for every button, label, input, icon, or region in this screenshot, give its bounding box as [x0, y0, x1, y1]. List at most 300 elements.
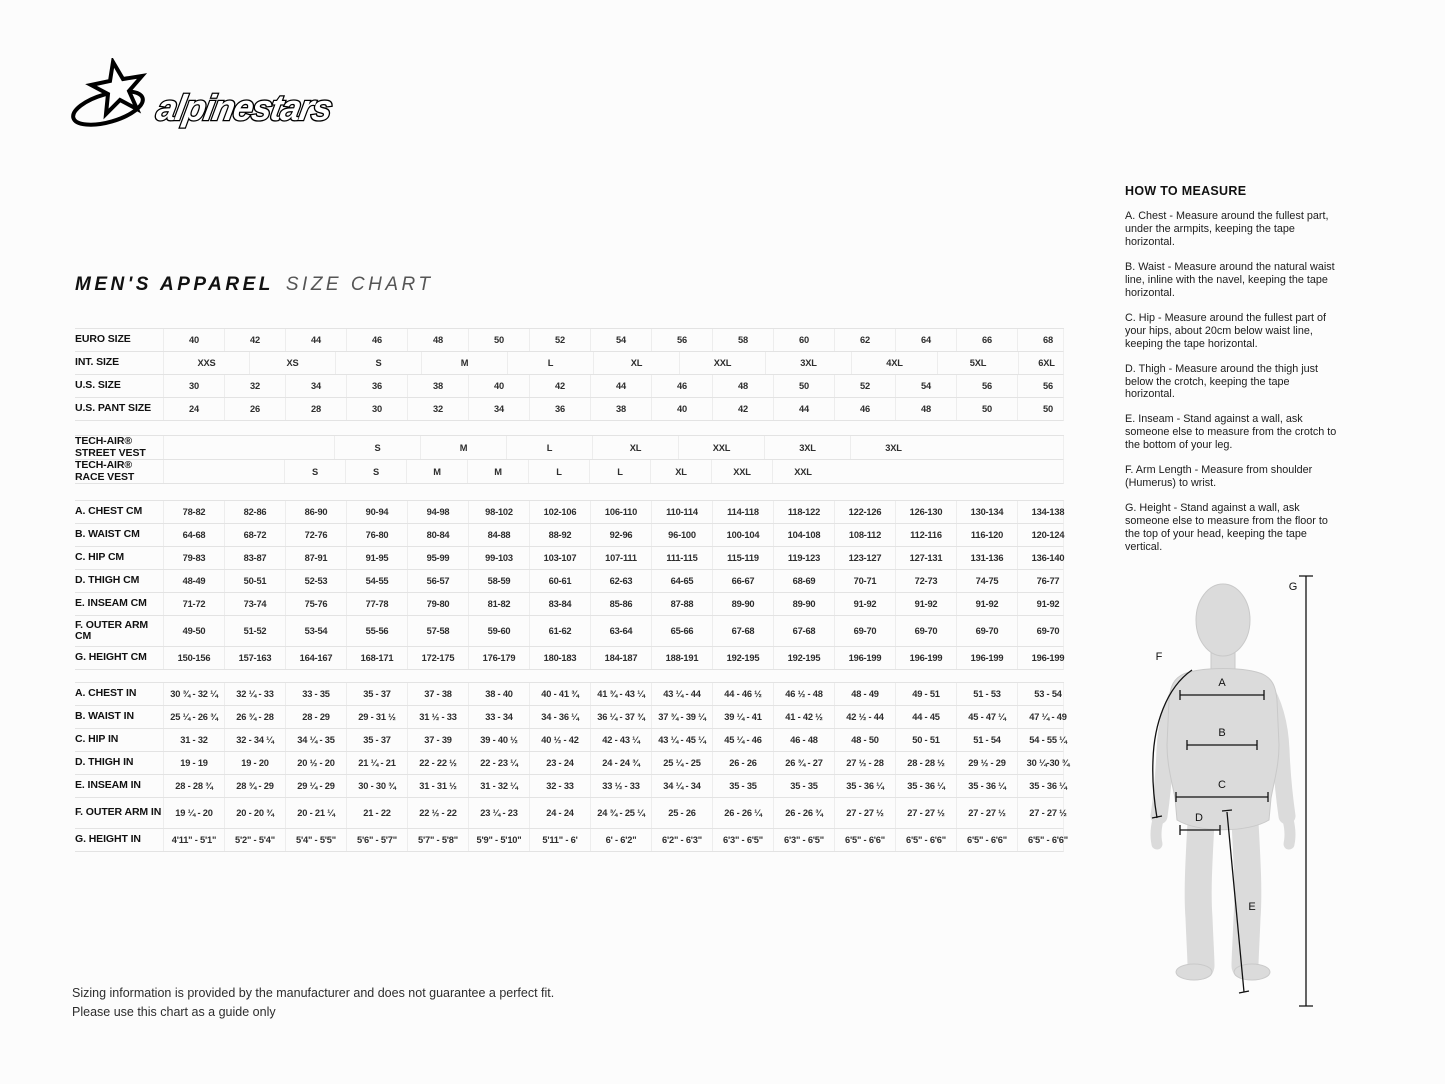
size-cell: 34 ¼ - 34: [651, 775, 712, 797]
size-cell: 50-51: [224, 570, 285, 592]
size-cell: 63-64: [590, 616, 651, 646]
size-cell: 43 ¼ - 45 ¼: [651, 729, 712, 751]
size-cell: 80-84: [407, 524, 468, 546]
size-cell: 6'5" - 6'6": [895, 829, 956, 851]
row-label: EURO SIZE: [75, 333, 131, 346]
size-cell: 192-195: [773, 647, 834, 669]
size-cell: 4'11" - 5'1": [163, 829, 224, 851]
size-cell: 44: [285, 329, 346, 351]
size-cell: 41 - 42 ½: [773, 706, 834, 728]
size-cell: 87-91: [285, 547, 346, 569]
size-cell: 172-175: [407, 647, 468, 669]
size-cell: 90-94: [346, 501, 407, 523]
size-cell: 30 ¼-30 ¾: [1017, 752, 1078, 774]
row-cells: [163, 398, 1078, 420]
row-cells: [163, 616, 1078, 646]
size-cell: 95-99: [407, 547, 468, 569]
size-cell: 69-70: [834, 616, 895, 646]
size-cell: 48: [712, 375, 773, 397]
table-row-chest-in: [75, 683, 1064, 706]
size-cell: 31 - 32 ¼: [468, 775, 529, 797]
size-cell: 54: [895, 375, 956, 397]
size-cell: 33 - 35: [285, 683, 346, 705]
size-cell: 42: [224, 329, 285, 351]
size-cell: 51 - 53: [956, 683, 1017, 705]
size-cell: 73-74: [224, 593, 285, 615]
size-cell: 27 ½ - 28: [834, 752, 895, 774]
size-cell: 81-82: [468, 593, 529, 615]
size-cell: 26 ¾ - 28: [224, 706, 285, 728]
row-label: C. HIP IN: [75, 733, 119, 746]
table-row-waist-cm: [75, 524, 1064, 547]
size-cell: 68: [1017, 329, 1078, 351]
size-cell: 127-131: [895, 547, 956, 569]
size-cell: 28 - 28 ½: [895, 752, 956, 774]
row-cells: [163, 547, 1078, 569]
size-cell: 44 - 45: [895, 706, 956, 728]
size-cell: 52: [529, 329, 590, 351]
size-cell: 5'2" - 5'4": [224, 829, 285, 851]
measure-instruction-inseam: E. Inseam - Stand against a wall, ask someone else to measure from the crotch to the bottom of your leg.: [1125, 413, 1337, 452]
size-cell: 92-96: [590, 524, 651, 546]
size-cell: 76-80: [346, 524, 407, 546]
size-cell: 112-116: [895, 524, 956, 546]
size-cell: 34: [468, 398, 529, 420]
size-cell: 72-76: [285, 524, 346, 546]
size-cell: 54 - 55 ¼: [1017, 729, 1078, 751]
size-cell: 52: [834, 375, 895, 397]
size-cell: 56: [651, 329, 712, 351]
size-cell: 24: [163, 398, 224, 420]
size-cell: M: [467, 460, 528, 483]
table-row-inseam-cm: [75, 593, 1064, 616]
size-cell: 24 - 24: [529, 798, 590, 828]
row-cells: [163, 570, 1078, 592]
size-cell: 59-60: [468, 616, 529, 646]
row-cells: [163, 729, 1078, 751]
size-cell: 123-127: [834, 547, 895, 569]
size-cell: 115-119: [712, 547, 773, 569]
size-cell: 5'9" - 5'10": [468, 829, 529, 851]
size-cell: 19 - 20: [224, 752, 285, 774]
size-cell: 196-199: [895, 647, 956, 669]
row-label: U.S. PANT SIZE: [75, 402, 151, 415]
size-cell: 55-56: [346, 616, 407, 646]
size-cell: 67-68: [773, 616, 834, 646]
size-cell: 40: [468, 375, 529, 397]
size-cell: XXS: [163, 352, 249, 374]
size-cell: S: [345, 460, 406, 483]
size-cell: 31 - 32: [163, 729, 224, 751]
size-cell: 150-156: [163, 647, 224, 669]
size-cell: 69-70: [1017, 616, 1078, 646]
label-thigh: D: [1195, 812, 1203, 824]
size-cell: 26 ¾ - 27: [773, 752, 834, 774]
size-cell: 26: [224, 398, 285, 420]
size-cell: 51-52: [224, 616, 285, 646]
size-cell: 50: [773, 375, 834, 397]
size-cell: 119-123: [773, 547, 834, 569]
size-cell: 50: [1017, 398, 1078, 420]
label-arm: F: [1155, 651, 1163, 663]
size-cell: 27 - 27 ½: [956, 798, 1017, 828]
size-cell: 102-106: [529, 501, 590, 523]
footer-line-1: Sizing information is provided by the manufacturer and does not guarantee a perfect fit.: [72, 986, 555, 1000]
size-cell: 104-108: [773, 524, 834, 546]
size-cell: L: [528, 460, 589, 483]
size-cell: 60-61: [529, 570, 590, 592]
row-label: G. HEIGHT CM: [75, 651, 147, 664]
size-cell: 5'4" - 5'5": [285, 829, 346, 851]
size-cell: XL: [650, 460, 711, 483]
size-cell: 46: [346, 329, 407, 351]
size-cell: 60: [773, 329, 834, 351]
size-cell: M: [420, 436, 506, 459]
size-cell: 52-53: [285, 570, 346, 592]
row-cells: [163, 436, 1063, 459]
measure-instruction-arm: F. Arm Length - Measure from shoulder (Humerus) to wrist.: [1125, 464, 1313, 490]
size-cell: 42: [529, 375, 590, 397]
size-cell: 23 - 24: [529, 752, 590, 774]
size-cell: 45 - 47 ¼: [956, 706, 1017, 728]
size-cell: 35 - 36 ¼: [834, 775, 895, 797]
row-label: B. WAIST CM: [75, 528, 140, 541]
size-cell: 116-120: [956, 524, 1017, 546]
table-row-us-size: [75, 375, 1064, 398]
measure-instruction-chest: A. Chest - Measure around the fullest part, under the armpits, keeping the tape horizontal.: [1125, 210, 1329, 248]
label-hip: C: [1218, 779, 1226, 791]
row-cells: [163, 329, 1078, 351]
size-cell: 3XL: [850, 436, 936, 459]
table-row-height-cm: [75, 647, 1064, 670]
size-cell: 32 ¼ - 33: [224, 683, 285, 705]
size-cell: 48: [407, 329, 468, 351]
size-cell: 41 ¾ - 43 ¼: [590, 683, 651, 705]
height-measure-line: [1299, 576, 1313, 1006]
size-cell: L: [507, 352, 593, 374]
measure-instruction-hip: C. Hip - Measure around the fullest part of your hips, about 20cm below waist line, keeping the tape horizontal.: [1125, 311, 1327, 350]
row-cells: [163, 683, 1078, 705]
row-label: C. HIP CM: [75, 551, 125, 564]
size-cell: L: [506, 436, 592, 459]
size-cell: XL: [592, 436, 678, 459]
size-cell: 157-163: [224, 647, 285, 669]
size-cell: 61-62: [529, 616, 590, 646]
label-chest: A: [1218, 677, 1226, 689]
size-cell: 51 - 54: [956, 729, 1017, 751]
size-cell: 37 - 38: [407, 683, 468, 705]
size-cell: 38 - 40: [468, 683, 529, 705]
size-cell: 79-83: [163, 547, 224, 569]
size-cell: 5'6" - 5'7": [346, 829, 407, 851]
size-cell: 82-86: [224, 501, 285, 523]
measure-instruction-height: G. Height - Stand against a wall, ask someone else to measure from the floor to the top of your head, keeping the tape vertical.: [1125, 502, 1328, 554]
size-cell: 84-88: [468, 524, 529, 546]
size-cell: 37 ¾ - 39 ¼: [651, 706, 712, 728]
size-cell: 78-82: [163, 501, 224, 523]
size-cell: 180-183: [529, 647, 590, 669]
size-cell: 91-92: [1017, 593, 1078, 615]
size-cell: 30: [346, 398, 407, 420]
size-cell: 46 ½ - 48: [773, 683, 834, 705]
size-cell: 56-57: [407, 570, 468, 592]
size-cell: 130-134: [956, 501, 1017, 523]
size-cell: 35 - 36 ¼: [1017, 775, 1078, 797]
size-cell: 27 - 27 ½: [895, 798, 956, 828]
size-cell: 32 - 34 ¼: [224, 729, 285, 751]
size-cell: M: [406, 460, 467, 483]
size-cell: 71-72: [163, 593, 224, 615]
size-cell: 77-78: [346, 593, 407, 615]
size-cell: 196-199: [1017, 647, 1078, 669]
table-row-inseam-in: [75, 775, 1067, 798]
size-cell: 49 - 51: [895, 683, 956, 705]
size-cell: 40: [163, 329, 224, 351]
size-cell: 43 ¼ - 44: [651, 683, 712, 705]
size-cell: 39 ¼ - 41: [712, 706, 773, 728]
row-label: U.S. SIZE: [75, 379, 121, 392]
label-inseam: E: [1248, 901, 1256, 913]
footer-line-2: Please use this chart as a guide only: [72, 1005, 276, 1020]
row-cells: [163, 460, 1063, 483]
size-cell: 86-90: [285, 501, 346, 523]
size-cell: 48: [895, 398, 956, 420]
row-cells: [163, 352, 1074, 374]
size-cell: 36 ¼ - 37 ¾: [590, 706, 651, 728]
alpinestars-logo: [66, 58, 346, 142]
table-row-outer-arm-in: [75, 798, 1067, 829]
size-cell: 65-66: [651, 616, 712, 646]
size-cell: 58-59: [468, 570, 529, 592]
size-cell: 30 - 30 ¾: [346, 775, 407, 797]
size-cell: 34: [285, 375, 346, 397]
size-cell: 6'5" - 6'6": [956, 829, 1017, 851]
size-cell: 62: [834, 329, 895, 351]
size-table: [75, 328, 1070, 852]
size-cell: 106-110: [590, 501, 651, 523]
size-cell: XS: [249, 352, 335, 374]
size-cell: 31 ½ - 33: [407, 706, 468, 728]
size-cell: 38: [407, 375, 468, 397]
size-cell: 24 - 24 ¾: [590, 752, 651, 774]
size-cell: L: [589, 460, 650, 483]
size-cell: S: [334, 436, 420, 459]
page-title: [75, 274, 433, 296]
size-cell: 3XL: [764, 436, 850, 459]
size-cell: 91-92: [956, 593, 1017, 615]
row-label: A. CHEST CM: [75, 505, 143, 518]
size-cell: 49-50: [163, 616, 224, 646]
size-cell: 31 - 31 ½: [407, 775, 468, 797]
size-cell: 176-179: [468, 647, 529, 669]
size-cell: M: [421, 352, 507, 374]
body-measurement-figure: [1128, 560, 1348, 1035]
size-cell: 5XL: [937, 352, 1018, 374]
size-cell: 32: [407, 398, 468, 420]
size-cell: 19 - 19: [163, 752, 224, 774]
size-cell: 53-54: [285, 616, 346, 646]
size-cell: 53 - 54: [1017, 683, 1078, 705]
size-cell: 69-70: [895, 616, 956, 646]
size-cell: 35 - 36 ¼: [895, 775, 956, 797]
size-cell: 164-167: [285, 647, 346, 669]
size-cell: 69-70: [956, 616, 1017, 646]
size-table-header-group: [75, 328, 1064, 421]
row-label: G. HEIGHT IN: [75, 833, 141, 846]
size-cell: 57-58: [407, 616, 468, 646]
tech-air-group: [75, 435, 1064, 484]
size-cell: 29 ½ - 29: [956, 752, 1017, 774]
size-cell: 88-92: [529, 524, 590, 546]
size-cell: 54: [590, 329, 651, 351]
table-row-waist-in: [75, 706, 1067, 729]
size-cell: 6'5" - 6'6": [1017, 829, 1078, 851]
size-cell: 5'11" - 6': [529, 829, 590, 851]
size-cell: 56: [1017, 375, 1078, 397]
size-cell: 83-84: [529, 593, 590, 615]
size-cell: 46 - 48: [773, 729, 834, 751]
size-cell: 28 - 29: [285, 706, 346, 728]
size-cell: 32: [224, 375, 285, 397]
size-cell: 20 - 20 ¾: [224, 798, 285, 828]
size-cell: 196-199: [956, 647, 1017, 669]
size-cell: 21 ¼ - 21: [346, 752, 407, 774]
size-cell: 67-68: [712, 616, 773, 646]
size-cell: 30 ¾ - 32 ¼: [163, 683, 224, 705]
size-cell: 66-67: [712, 570, 773, 592]
size-cell: 196-199: [834, 647, 895, 669]
size-cell: 118-122: [773, 501, 834, 523]
row-label: E. INSEAM IN: [75, 779, 141, 792]
size-cell: 20 - 21 ¼: [285, 798, 346, 828]
size-cell: 21 - 22: [346, 798, 407, 828]
size-cell: XXL: [679, 352, 765, 374]
inch-measurements-group: [75, 682, 1070, 852]
size-cell: 28 ¾ - 29: [224, 775, 285, 797]
size-cell: 96-100: [651, 524, 712, 546]
size-cell: 108-112: [834, 524, 895, 546]
size-cell: XL: [593, 352, 679, 374]
size-cell: 91-92: [834, 593, 895, 615]
size-cell: 20 ½ - 20: [285, 752, 346, 774]
row-label: TECH-AIR® STREET VEST: [75, 435, 146, 459]
measure-instruction-thigh: D. Thigh - Measure around the thigh just below the crotch, keeping the tape horizontal.: [1125, 362, 1319, 401]
row-label: INT. SIZE: [75, 356, 120, 369]
size-cell: 50: [468, 329, 529, 351]
size-cell: 34 - 36 ¼: [529, 706, 590, 728]
size-cell: 64-65: [651, 570, 712, 592]
size-cell: 131-136: [956, 547, 1017, 569]
size-cell: 3XL: [765, 352, 851, 374]
size-cell: 4XL: [851, 352, 937, 374]
size-cell: 33 - 34: [468, 706, 529, 728]
table-row-chest-cm: [75, 501, 1064, 524]
size-cell: 6XL: [1018, 352, 1074, 374]
table-row-euro-size: [75, 329, 1064, 352]
size-cell: 83-87: [224, 547, 285, 569]
logo-wordmark: alpinestars: [153, 87, 335, 128]
size-cell: 35 - 36 ¼: [956, 775, 1017, 797]
size-cell: 33 ½ - 33: [590, 775, 651, 797]
row-cells: [163, 647, 1078, 669]
size-cell: 5'7" - 5'8": [407, 829, 468, 851]
row-label: TECH-AIR® RACE VEST: [75, 459, 135, 483]
size-cell: 188-191: [651, 647, 712, 669]
size-cell: 42 ½ - 44: [834, 706, 895, 728]
page-title-secondary: SIZE CHART: [285, 274, 434, 295]
size-cell: 50 - 51: [895, 729, 956, 751]
size-cell: 44: [773, 398, 834, 420]
size-cell: 46: [651, 375, 712, 397]
size-cell: 22 ½ - 22: [407, 798, 468, 828]
size-cell: 114-118: [712, 501, 773, 523]
size-cell: 19 ¼ - 20: [163, 798, 224, 828]
row-cells: [163, 706, 1078, 728]
measure-instruction-waist: B. Waist - Measure around the natural waist line, inline with the navel, keeping the tape horizontal.: [1125, 260, 1335, 299]
size-cell: 89-90: [712, 593, 773, 615]
table-row-tech-air-race-vest: [75, 460, 1064, 484]
size-cell: 38: [590, 398, 651, 420]
size-cell: 89-90: [773, 593, 834, 615]
size-cell: XXL: [772, 460, 833, 483]
size-cell: 98-102: [468, 501, 529, 523]
size-cell: S: [335, 352, 421, 374]
size-cell: 25 ¼ - 26 ¾: [163, 706, 224, 728]
size-cell: 28: [285, 398, 346, 420]
size-cell: 62-63: [590, 570, 651, 592]
size-cell: 68-69: [773, 570, 834, 592]
size-cell: 110-114: [651, 501, 712, 523]
size-cell: 29 ¼ - 29: [285, 775, 346, 797]
cm-measurements-group: [75, 500, 1064, 670]
size-cell: 26 - 26: [712, 752, 773, 774]
size-cell: 48 - 50: [834, 729, 895, 751]
size-cell: 99-103: [468, 547, 529, 569]
size-cell: 25 ¼ - 25: [651, 752, 712, 774]
row-cells: [163, 593, 1078, 615]
size-cell: 44 - 46 ½: [712, 683, 773, 705]
row-cells: [163, 524, 1078, 546]
size-cell: 91-92: [895, 593, 956, 615]
size-cell: 50: [956, 398, 1017, 420]
size-cell: 6'5" - 6'6": [834, 829, 895, 851]
size-cell: 70-71: [834, 570, 895, 592]
size-cell: 111-115: [651, 547, 712, 569]
size-cell: 122-126: [834, 501, 895, 523]
label-height: G: [1288, 581, 1298, 593]
table-row-hip-cm: [75, 547, 1064, 570]
size-cell: 40: [651, 398, 712, 420]
size-cell: 27 - 27 ½: [834, 798, 895, 828]
size-cell: 103-107: [529, 547, 590, 569]
size-cell: 58: [712, 329, 773, 351]
size-cell: XXL: [711, 460, 772, 483]
size-cell: 54-55: [346, 570, 407, 592]
size-cell: 36: [346, 375, 407, 397]
row-label: E. INSEAM CM: [75, 597, 147, 610]
size-cell: 27 - 27 ½: [1017, 798, 1078, 828]
size-cell: 35 - 35: [773, 775, 834, 797]
size-cell: 87-88: [651, 593, 712, 615]
size-cell: 48-49: [163, 570, 224, 592]
size-cell: 6' - 6'2": [590, 829, 651, 851]
size-cell: 64-68: [163, 524, 224, 546]
size-cell: 48 - 49: [834, 683, 895, 705]
size-cell: 24 ¾ - 25 ¼: [590, 798, 651, 828]
size-cell: 29 - 31 ½: [346, 706, 407, 728]
row-cells: [163, 375, 1078, 397]
size-cell: 26 - 26 ¾: [773, 798, 834, 828]
